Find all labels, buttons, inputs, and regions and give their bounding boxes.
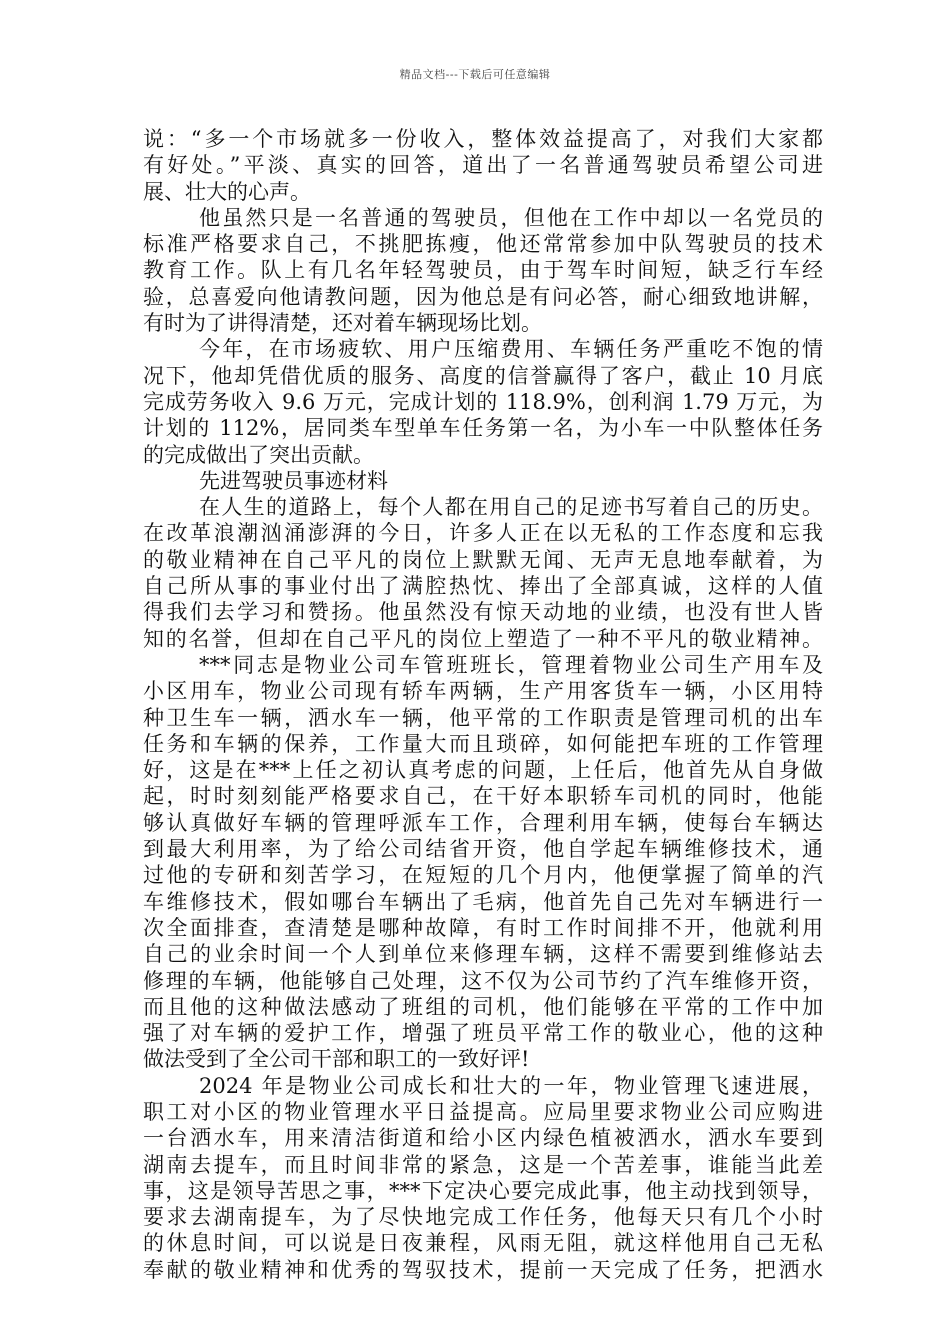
text-line: 有好处。”平淡、真实的回答，道出了一名普通驾驶员希望公司进	[143, 153, 823, 178]
text-line: 有时为了讲得清楚，还对着车辆现场比划。	[143, 311, 542, 336]
text-line: 车维修技术，假如哪台车辆出了毛病，他首先自己先对车辆进行一	[143, 889, 823, 914]
text-line: 在人生的道路上，每个人都在用自己的足迹书写着自己的历史。	[199, 495, 823, 520]
text-line: 起，时时刻刻能严格要求自己，在干好本职轿车司机的同时，他能	[143, 784, 823, 809]
text-line: 完成劳务收入 9.6 万元，完成计划的 118.9%，创利润 1.79 万元，为	[143, 389, 823, 414]
text-line: 说：“多一个市场就多一份收入，整体效益提高了，对我们大家都	[143, 127, 823, 151]
text-line: 奉献的敬业精神和优秀的驾驭技术，提前一天完成了任务，把洒水	[143, 1257, 823, 1282]
document-body	[143, 126, 823, 1283]
text-line: 一台洒水车，用来清洁街道和给小区内绿色植被洒水，洒水车要到	[143, 1126, 823, 1151]
text-line: 职工对小区的物业管理水平日益提高。应局里要求物业公司应购进	[143, 1099, 823, 1124]
text-line: 要求去湖南提车，为了尽快地完成工作任务，他每天只有几个小时	[143, 1205, 823, 1230]
text-line: 种卫生车一辆，洒水车一辆，他平常的工作职责是管理司机的出车	[143, 705, 823, 730]
text-line: ***同志是物业公司车管班班长，管理着物业公司生产用车及	[199, 652, 823, 677]
text-line: 他虽然只是一名普通的驾驶员，但他在工作中却以一名党员的	[199, 205, 823, 230]
text-line: 修理的车辆，他能够自己处理，这不仅为公司节约了汽车维修开资，	[143, 968, 823, 993]
text-line: 的休息时间，可以说是日夜兼程，风雨无阻，就这样他用自己无私	[143, 1231, 823, 1256]
text-line: 过他的专研和刻苦学习，在短短的几个月内，他便掌握了简单的汽	[143, 863, 823, 888]
text-line: 湖南去提车，而且时间非常的紧急，这是一个苦差事，谁能当此差	[143, 1152, 823, 1177]
text-line: 够认真做好车辆的管理呼派车工作，合理利用车辆，使每台车辆达	[143, 810, 823, 835]
text-line: 况下，他却凭借优质的服务、高度的信誉赢得了客户，截止 10 月底	[143, 363, 823, 388]
text-line: 而且他的这种做法感动了班组的司机，他们能够在平常的工作中加	[143, 994, 823, 1019]
text-line: 自己的业余时间一个人到单位来修理车辆，这样不需要到维修站去	[143, 942, 823, 967]
text-line: 事，这是领导苦思之事，***下定决心要完成此事，他主动找到领导，	[143, 1178, 823, 1203]
text-line: 计划的 112%，居同类车型单车任务第一名，为小车一中队整体任务	[143, 416, 823, 441]
text-line: 的敬业精神在自己平凡的岗位上默默无闻、无声无息地奉献着，为	[143, 547, 823, 572]
text-line: 验，总喜爱向他请教问题，因为他总是有问必答，耐心细致地讲解，	[143, 284, 823, 309]
text-line: 2024 年是物业公司成长和壮大的一年，物业管理飞速进展，	[199, 1073, 823, 1098]
text-line: 做法受到了全公司干部和职工的一致好评!	[143, 1047, 530, 1072]
text-line: 小区用车，物业公司现有轿车两辆，生产用客货车一辆，小区用特	[143, 679, 823, 704]
text-line: 的完成做出了突出贡献。	[143, 442, 374, 467]
text-line: 好，这是在***上任之初认真考虑的问题，上任后，他首先从自身做	[143, 758, 823, 783]
text-line: 先进驾驶员事迹材料	[199, 468, 388, 493]
text-line: 今年，在市场疲软、用户压缩费用、车辆任务严重吃不饱的情	[199, 337, 823, 362]
page-header: 精品文档---下载后可任意编辑	[399, 68, 551, 81]
text-line: 展、壮大的心声。	[143, 179, 311, 204]
text-line: 在改革浪潮汹涌澎湃的今日，许多人正在以无私的工作态度和忘我	[143, 521, 823, 546]
text-line: 自己所从事的事业付出了满腔热忱、捧出了全部真诚，这样的人值	[143, 574, 823, 599]
text-line: 任务和车辆的保养，工作量大而且琐碎，如何能把车班的工作管理	[143, 731, 823, 756]
text-line: 强了对车辆的爱护工作，增强了班员平常工作的敬业心，他的这种	[143, 1021, 823, 1046]
text-line: 知的名誉，但却在自己平凡的岗位上塑造了一种不平凡的敬业精神。	[143, 626, 823, 651]
text-line: 得我们去学习和赞扬。他虽然没有惊天动地的业绩，也没有世人皆	[143, 600, 823, 625]
text-line: 到最大利用率，为了给公司结省开资，他自学起车辆维修技术，通	[143, 837, 823, 862]
text-line: 教育工作。队上有几名年轻驾驶员，由于驾车时间短，缺乏行车经	[143, 258, 823, 283]
text-line: 次全面排查，查清楚是哪种故障，有时工作时间排不开，他就利用	[143, 915, 823, 940]
text-line: 标准严格要求自己，不挑肥拣瘦，他还常常参加中队驾驶员的技术	[143, 232, 823, 257]
